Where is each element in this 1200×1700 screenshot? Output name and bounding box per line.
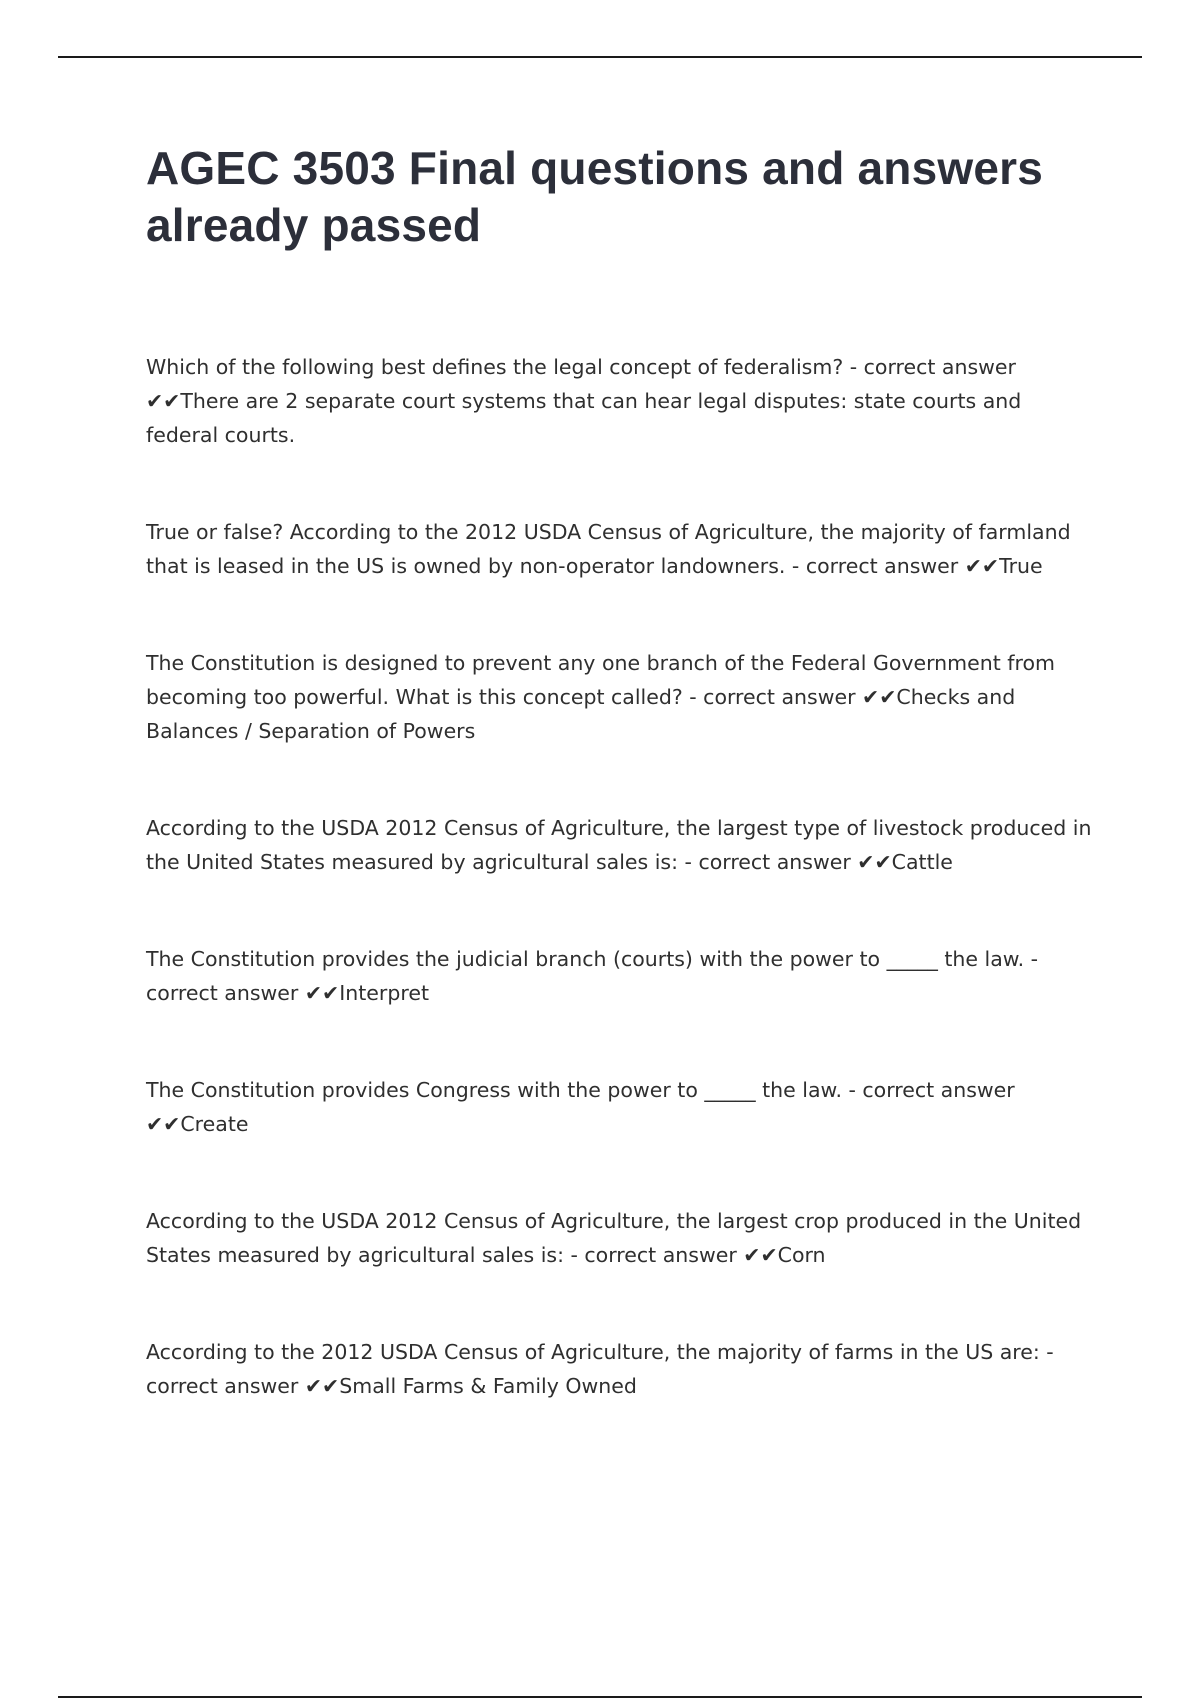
qa-item	[146, 515, 1096, 583]
question-text: According to the USDA 2012 Census of Agriculture, the largest crop produced in the United States measured by agricultural sales is: - correct answer	[146, 1209, 1082, 1267]
answer-text: Interpret	[339, 981, 429, 1005]
double-check-icon: ✔✔	[146, 389, 181, 413]
answer-text: True	[999, 554, 1043, 578]
qa-item	[146, 1204, 1096, 1272]
document-title: AGEC 3503 Final questions and answers already passed	[146, 142, 1044, 251]
question-text: According to the 2012 USDA Census of Agriculture, the majority of farms in the US are: - correct answer	[146, 1340, 1054, 1398]
question-text: According to the USDA 2012 Census of Agriculture, the largest type of livestock produced in the United States measured by agricultural sales is: - correct answer	[146, 816, 1092, 874]
answer-text: Checks and Balances / Separation of Powers	[146, 685, 1016, 743]
answer-text: Corn	[777, 1243, 826, 1267]
answer-text: Small Farms & Family Owned	[339, 1374, 637, 1398]
answer-text: Cattle	[891, 850, 953, 874]
double-check-icon: ✔✔	[146, 1112, 181, 1136]
qa-item	[146, 1335, 1096, 1403]
answer-text: There are 2 separate court systems that can hear legal disputes: state courts and federal courts.	[146, 389, 1022, 447]
double-check-icon: ✔✔	[964, 554, 1000, 578]
qa-item	[146, 1073, 1096, 1141]
qa-item	[146, 811, 1096, 879]
qa-list	[146, 350, 1096, 1403]
double-check-icon: ✔✔	[743, 1243, 778, 1267]
question-text: The Constitution provides the judicial branch (courts) with the power to _____ the law. - correct answer	[146, 947, 1039, 1005]
document-body	[146, 140, 1096, 1466]
qa-item	[146, 350, 1096, 452]
top-rule	[58, 56, 1142, 58]
question-text: Which of the following best defines the legal concept of federalism? - correct answer	[146, 355, 1016, 379]
double-check-icon: ✔✔	[857, 850, 892, 874]
question-text: The Constitution provides Congress with the power to _____ the law. - correct answer	[146, 1078, 1015, 1102]
double-check-icon: ✔✔	[304, 981, 340, 1005]
question-text: True or false? According to the 2012 USDA Census of Agriculture, the majority of farmland that is leased in the US is owned by non-operator landowners. - correct answer	[146, 520, 1071, 578]
bottom-rule	[58, 1696, 1142, 1698]
answer-text: Create	[180, 1112, 249, 1136]
qa-item	[146, 646, 1096, 748]
double-check-icon: ✔✔	[862, 685, 897, 709]
question-text: The Constitution is designed to prevent any one branch of the Federal Government from becoming too powerful. What is this concept called? - correct answer	[146, 651, 1056, 709]
qa-item	[146, 942, 1096, 1010]
double-check-icon: ✔✔	[304, 1374, 340, 1398]
